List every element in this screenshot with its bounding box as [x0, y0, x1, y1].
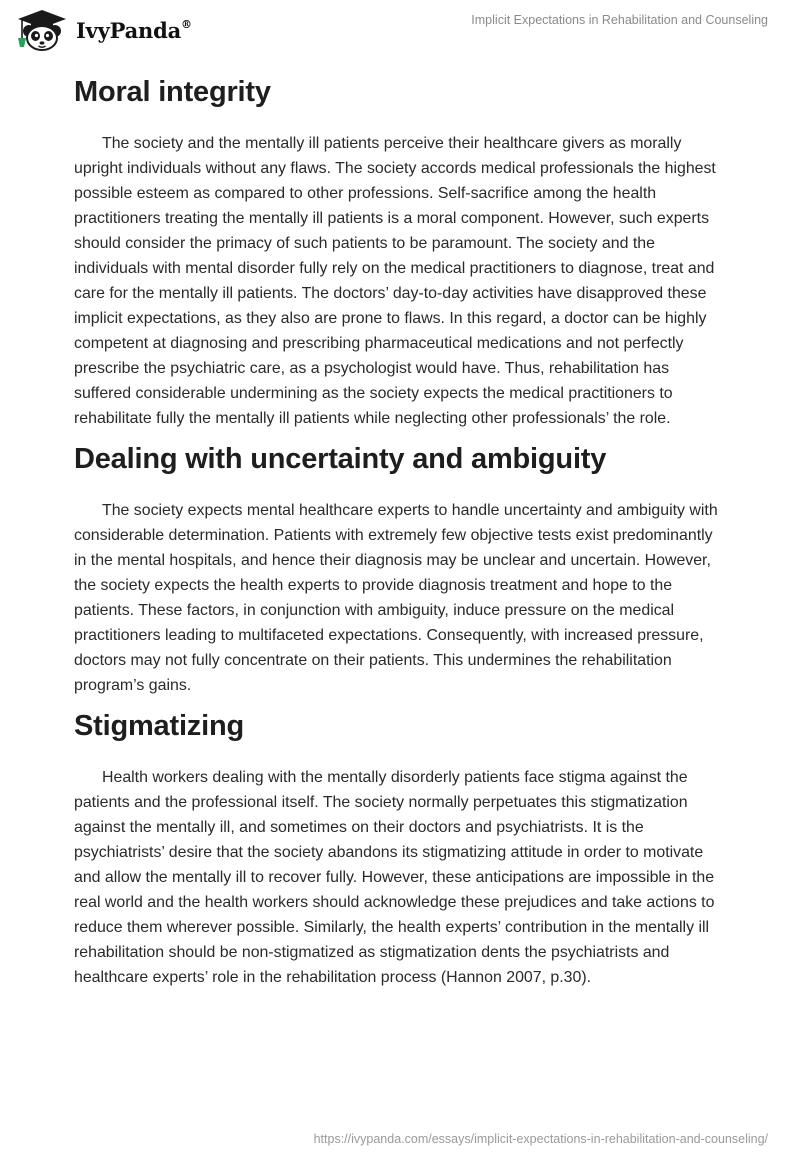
panda-graduate-icon: [14, 8, 70, 52]
brand-name: IvyPanda®: [76, 17, 192, 43]
section-heading: Stigmatizing: [74, 710, 244, 742]
section-paragraph: Health workers dealing with the mentally disorderly patients face stigma against the patients and the professional itself. The society normally perpetuates this stigmatization against the mentally ill, and sometimes on their doctors and psychiatrists. It is the psychiatrists’ desire that the society abandons its stigmatizing attitude in order to motivate and allow the mentally ill to recover fully. However, these anticipations are impossible in the real world and the health workers should acknowledge these prejudices and take actions to reduce them wherever possible. Similarly, the health experts’ contribution in the mentally ill rehabilitation should be non-stigmatized as stigmatization dents the psychiatrists and healthcare experts’ role in the rehabilitation process (Hannon 2007, p.30).: [74, 769, 715, 986]
brand-logo[interactable]: [14, 8, 192, 52]
section-heading: Moral integrity: [74, 76, 271, 108]
section-paragraph: The society and the mentally ill patients perceive their healthcare givers as morally upright individuals without any flaws. The society accords medical professionals the highest possible esteem as compared to other professions. Self-sacrifice among the health practitioners treating the mentally ill patients is a moral component. However, such experts should consider the primacy of such patients to be paramount. The society and the individuals with mental disorder fully rely on the medical practitioners to diagnose, treat and care for the mentally ill patients. The doctors’ day-to-day activities have disapproved these implicit expectations, as they also are prone to flaws. In this regard, a doctor can be highly competent at diagnosing and prescribing pharmaceutical medications and not perfectly prescribe the psychiatric care, as a psychologist would have. Thus, rehabilitation has suffered considerable undermining as the society expects the medical practitioners to rehabilitate fully the mentally ill patients while neglecting other professionals’ the role.: [74, 135, 716, 427]
document-title: Implicit Expectations in Rehabilitation and Counseling: [471, 13, 768, 27]
source-url[interactable]: https://ivypanda.com/essays/implicit-expectations-in-rehabilitation-and-counseling/: [313, 1132, 768, 1146]
page-header: [0, 0, 800, 60]
section-paragraph: The society expects mental healthcare experts to handle uncertainty and ambiguity with considerable determination. Patients with extremely few objective tests exist predominantly in the mental hospitals, and hence their diagnosis may be unclear and uncertain. However, the society expects the health experts to provide diagnosis treatment and hope to the patients. These factors, in conjunction with ambiguity, induce pressure on the medical practitioners leading to multifaceted expectations. Consequently, with increased pressure, doctors may not fully concentrate on their patients. This undermines the rehabilitation program’s gains.: [74, 502, 718, 694]
registered-mark: ®: [181, 17, 192, 31]
section-heading: Dealing with uncertainty and ambiguity: [74, 443, 607, 475]
essay-body: [74, 72, 728, 998]
